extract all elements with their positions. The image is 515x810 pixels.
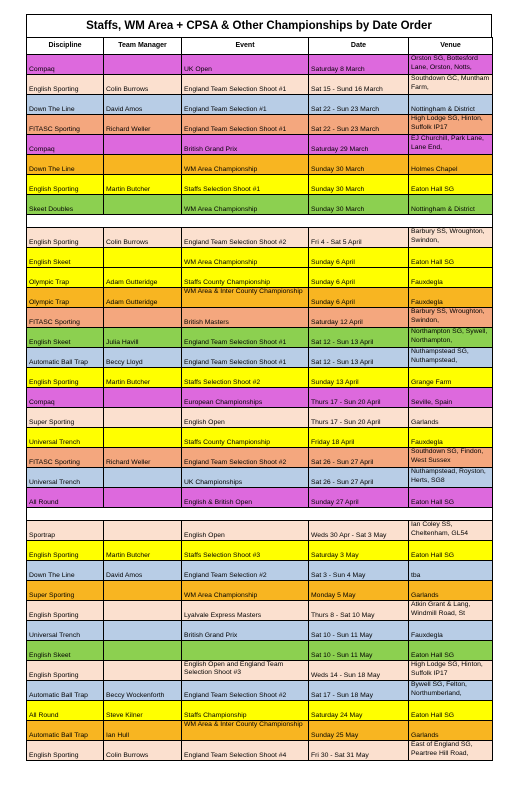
- cell-venue: Orston SG, Bottesford Lane, Orston, Notts,: [409, 55, 493, 75]
- table-row: [27, 408, 493, 428]
- cell-date: Thurs 8 - Sat 10 May: [309, 601, 409, 621]
- schedule-table: [26, 37, 493, 761]
- table-row: [27, 428, 493, 448]
- header-discipline: Discipline: [27, 38, 104, 55]
- table-row: [27, 175, 493, 195]
- cell-venue: Eaton Hall SG: [409, 248, 493, 268]
- table-row: [27, 75, 493, 95]
- table-row: [27, 468, 493, 488]
- cell-venue: Garlands: [409, 408, 493, 428]
- cell-team-manager: Colin Burrows: [104, 228, 182, 248]
- table-row: [27, 661, 493, 681]
- cell-date: Saturday 12 April: [309, 308, 409, 328]
- cell-discipline: Sportrap: [27, 521, 104, 541]
- cell-venue: Fauxdegla: [409, 268, 493, 288]
- cell-venue: Eaton Hall SG: [409, 175, 493, 195]
- cell-venue: Eaton Hall SG: [409, 641, 493, 661]
- table-row: [27, 268, 493, 288]
- cell-event: British Grand Prix: [182, 135, 309, 155]
- cell-team-manager: [104, 601, 182, 621]
- cell-venue: Garlands: [409, 581, 493, 601]
- cell-venue: Southdown GC, Muntham Farm,: [409, 75, 493, 95]
- cell-discipline: English Sporting: [27, 368, 104, 388]
- table-row: [27, 248, 493, 268]
- cell-team-manager: [104, 388, 182, 408]
- cell-discipline: Olympic Trap: [27, 288, 104, 308]
- table-row: [27, 388, 493, 408]
- cell-team-manager: Colin Burrows: [104, 75, 182, 95]
- cell-event: England Team Selection Shoot #1: [182, 75, 309, 95]
- cell-date: Sunday 25 May: [309, 721, 409, 741]
- cell-date: Sunday 6 April: [309, 288, 409, 308]
- cell-venue: Nottingham & District: [409, 95, 493, 115]
- cell-team-manager: [104, 488, 182, 508]
- cell-venue: tba: [409, 561, 493, 581]
- table-row: [27, 488, 493, 508]
- section-spacer-cell: [27, 508, 493, 521]
- table-row: [27, 581, 493, 601]
- section-spacer: [27, 215, 493, 228]
- cell-venue: East of England SG, Peartree Hill Road,: [409, 741, 493, 761]
- cell-date: Sat 10 - Sun 11 May: [309, 641, 409, 661]
- cell-team-manager: Martin Butcher: [104, 368, 182, 388]
- cell-venue: High Lodge SG, Hinton, Suffolk IP17: [409, 115, 493, 135]
- cell-event: Staffs Selection Shoot #1: [182, 175, 309, 195]
- cell-discipline: Universal Trench: [27, 428, 104, 448]
- cell-event: WM Area & Inter County Championship: [182, 288, 309, 308]
- sheet-title: Staffs, WM Area + CPSA & Other Championships by Date Order: [26, 14, 492, 37]
- cell-date: Fri 4 - Sat 5 April: [309, 228, 409, 248]
- cell-event: English & British Open: [182, 488, 309, 508]
- table-row: [27, 155, 493, 175]
- cell-event: British Grand Prix: [182, 621, 309, 641]
- cell-discipline: English Sporting: [27, 75, 104, 95]
- cell-discipline: English Skeet: [27, 248, 104, 268]
- cell-date: Friday 18 April: [309, 428, 409, 448]
- cell-venue: Northampton SG, Sywell, Northampton,: [409, 328, 493, 348]
- table-row: [27, 368, 493, 388]
- cell-team-manager: Colin Burrows: [104, 741, 182, 761]
- schedule-sheet: [26, 14, 492, 761]
- cell-event: [182, 641, 309, 661]
- cell-venue: Nottingham & District: [409, 195, 493, 215]
- cell-team-manager: David Amos: [104, 561, 182, 581]
- cell-venue: Barbury SS, Wroughton, Swindon,: [409, 308, 493, 328]
- cell-event: British Masters: [182, 308, 309, 328]
- cell-discipline: Universal Trench: [27, 621, 104, 641]
- cell-discipline: Olympic Trap: [27, 268, 104, 288]
- cell-date: Saturday 3 May: [309, 541, 409, 561]
- cell-team-manager: [104, 408, 182, 428]
- cell-date: Sunday 30 March: [309, 195, 409, 215]
- cell-team-manager: Julia Havill: [104, 328, 182, 348]
- cell-event: England Team Selection #2: [182, 561, 309, 581]
- table-row: [27, 328, 493, 348]
- cell-date: Monday 5 May: [309, 581, 409, 601]
- cell-discipline: FITASC Sporting: [27, 115, 104, 135]
- cell-team-manager: [104, 195, 182, 215]
- cell-date: Sat 26 - Sun 27 April: [309, 468, 409, 488]
- cell-event: Staffs Championship: [182, 701, 309, 721]
- cell-event: England Team Selection Shoot #2: [182, 228, 309, 248]
- cell-team-manager: [104, 621, 182, 641]
- cell-event: England Team Selection Shoot #1: [182, 115, 309, 135]
- cell-venue: Eaton Hall SG: [409, 541, 493, 561]
- cell-discipline: Automatic Ball Trap: [27, 721, 104, 741]
- cell-venue: Atkin Grant & Lang, Windmill Road, St: [409, 601, 493, 621]
- cell-date: Sunday 6 April: [309, 268, 409, 288]
- cell-date: Sunday 13 April: [309, 368, 409, 388]
- cell-discipline: All Round: [27, 701, 104, 721]
- cell-venue: Holmes Chapel: [409, 155, 493, 175]
- cell-event: Staffs Selection Shoot #3: [182, 541, 309, 561]
- cell-venue: Garlands: [409, 721, 493, 741]
- header-date: Date: [309, 38, 409, 55]
- cell-event: WM Area Championship: [182, 581, 309, 601]
- cell-discipline: Down The Line: [27, 561, 104, 581]
- cell-event: WM Area Championship: [182, 155, 309, 175]
- table-row: [27, 641, 493, 661]
- cell-team-manager: [104, 428, 182, 448]
- cell-team-manager: [104, 135, 182, 155]
- cell-team-manager: Ian Hull: [104, 721, 182, 741]
- cell-discipline: English Sporting: [27, 661, 104, 681]
- cell-date: Saturday 8 March: [309, 55, 409, 75]
- table-row: [27, 348, 493, 368]
- cell-team-manager: [104, 521, 182, 541]
- table-row: [27, 601, 493, 621]
- cell-date: Sat 12 - Sun 13 April: [309, 328, 409, 348]
- cell-team-manager: [104, 661, 182, 681]
- cell-date: Sat 3 - Sun 4 May: [309, 561, 409, 581]
- cell-discipline: Automatic Ball Trap: [27, 348, 104, 368]
- table-row: [27, 195, 493, 215]
- cell-date: Sat 15 - Sund 16 March: [309, 75, 409, 95]
- cell-event: European Championships: [182, 388, 309, 408]
- cell-discipline: All Round: [27, 488, 104, 508]
- cell-venue: Fauxdegla: [409, 621, 493, 641]
- cell-team-manager: Adam Gutteridge: [104, 288, 182, 308]
- cell-discipline: English Skeet: [27, 641, 104, 661]
- cell-team-manager: [104, 308, 182, 328]
- cell-event: English Open: [182, 408, 309, 428]
- cell-venue: Nuthampstead SG, Nuthampstead,: [409, 348, 493, 368]
- cell-team-manager: Beccy Lloyd: [104, 348, 182, 368]
- cell-venue: Fauxdegla: [409, 428, 493, 448]
- cell-discipline: Down The Line: [27, 155, 104, 175]
- header-event: Event: [182, 38, 309, 55]
- cell-venue: EJ Churchill, Park Lane, Lane End,: [409, 135, 493, 155]
- cell-discipline: Compaq: [27, 388, 104, 408]
- table-row: [27, 701, 493, 721]
- cell-date: Sunday 30 March: [309, 155, 409, 175]
- cell-date: Sat 12 - Sun 13 April: [309, 348, 409, 368]
- cell-venue: Ian Coley SS, Cheltenham, GL54: [409, 521, 493, 541]
- header-venue: Venue: [409, 38, 493, 55]
- table-row: [27, 135, 493, 155]
- cell-team-manager: Steve Kilner: [104, 701, 182, 721]
- table-row: [27, 228, 493, 248]
- section-spacer: [27, 508, 493, 521]
- table-row: [27, 308, 493, 328]
- cell-team-manager: Richard Weller: [104, 448, 182, 468]
- cell-discipline: FITASC Sporting: [27, 308, 104, 328]
- cell-team-manager: David Amos: [104, 95, 182, 115]
- cell-date: Saturday 29 March: [309, 135, 409, 155]
- cell-team-manager: Adam Gutteridge: [104, 268, 182, 288]
- cell-date: Thurs 17 - Sun 20 April: [309, 408, 409, 428]
- table-row: [27, 721, 493, 741]
- cell-discipline: Down The Line: [27, 95, 104, 115]
- cell-team-manager: Martin Butcher: [104, 175, 182, 195]
- table-row: [27, 681, 493, 701]
- cell-team-manager: [104, 155, 182, 175]
- cell-venue: Fauxdegla: [409, 288, 493, 308]
- cell-venue: Barbury SS, Wroughton, Swindon,: [409, 228, 493, 248]
- cell-discipline: Universal Trench: [27, 468, 104, 488]
- cell-event: England Team Selection Shoot #2: [182, 681, 309, 701]
- cell-discipline: Super Sporting: [27, 408, 104, 428]
- cell-event: English Open and England Team Selection Shoot #3: [182, 661, 309, 681]
- cell-event: Staffs County Championship: [182, 268, 309, 288]
- cell-event: England Team Selection Shoot #1: [182, 328, 309, 348]
- table-row: [27, 95, 493, 115]
- table-row: [27, 521, 493, 541]
- schedule-body: [27, 55, 493, 761]
- cell-team-manager: [104, 581, 182, 601]
- cell-discipline: Super Sporting: [27, 581, 104, 601]
- cell-discipline: Skeet Doubles: [27, 195, 104, 215]
- cell-event: England Team Selection Shoot #4: [182, 741, 309, 761]
- header-row: [27, 38, 493, 55]
- cell-team-manager: [104, 55, 182, 75]
- cell-date: Sunday 27 April: [309, 488, 409, 508]
- cell-discipline: Compaq: [27, 135, 104, 155]
- table-row: [27, 561, 493, 581]
- cell-date: Sat 22 - Sun 23 March: [309, 115, 409, 135]
- cell-event: England Team Selection #1: [182, 95, 309, 115]
- table-row: [27, 288, 493, 308]
- cell-team-manager: Martin Butcher: [104, 541, 182, 561]
- cell-date: Sat 26 - Sun 27 April: [309, 448, 409, 468]
- table-row: [27, 541, 493, 561]
- cell-event: Staffs County Championship: [182, 428, 309, 448]
- cell-event: WM Area & Inter County Championship: [182, 721, 309, 741]
- cell-discipline: English Sporting: [27, 741, 104, 761]
- cell-venue: High Lodge SG, Hinton, Suffolk IP17: [409, 661, 493, 681]
- cell-discipline: English Sporting: [27, 228, 104, 248]
- cell-team-manager: [104, 468, 182, 488]
- table-row: [27, 621, 493, 641]
- cell-date: Sunday 30 March: [309, 175, 409, 195]
- cell-discipline: English Sporting: [27, 541, 104, 561]
- cell-event: England Team Selection Shoot #2: [182, 448, 309, 468]
- cell-discipline: Automatic Ball Trap: [27, 681, 104, 701]
- cell-event: WM Area Championship: [182, 248, 309, 268]
- cell-venue: Grange Farm: [409, 368, 493, 388]
- cell-date: Fri 30 - Sat 31 May: [309, 741, 409, 761]
- cell-discipline: English Skeet: [27, 328, 104, 348]
- cell-venue: Bywell SG, Felton, Northumberland,: [409, 681, 493, 701]
- cell-date: Saturday 24 May: [309, 701, 409, 721]
- cell-date: Weds 14 - Sun 18 May: [309, 661, 409, 681]
- cell-date: Sat 10 - Sun 11 May: [309, 621, 409, 641]
- cell-event: England Team Selection Shoot #1: [182, 348, 309, 368]
- cell-venue: Eaton Hall SG: [409, 488, 493, 508]
- header-team-manager: Team Manager: [104, 38, 182, 55]
- cell-date: Thurs 17 - Sun 20 April: [309, 388, 409, 408]
- cell-team-manager: Richard Weller: [104, 115, 182, 135]
- cell-event: UK Championships: [182, 468, 309, 488]
- cell-date: Sat 17 - Sun 18 May: [309, 681, 409, 701]
- cell-date: Weds 30 Apr - Sat 3 May: [309, 521, 409, 541]
- cell-event: English Open: [182, 521, 309, 541]
- table-row: [27, 448, 493, 468]
- cell-team-manager: [104, 641, 182, 661]
- cell-discipline: FITASC Sporting: [27, 448, 104, 468]
- cell-date: Sunday 6 April: [309, 248, 409, 268]
- cell-discipline: English Sporting: [27, 175, 104, 195]
- cell-discipline: Compaq: [27, 55, 104, 75]
- cell-venue: Eaton Hall SG: [409, 701, 493, 721]
- cell-team-manager: [104, 248, 182, 268]
- cell-event: Lyalvale Express Masters: [182, 601, 309, 621]
- cell-event: WM Area Championship: [182, 195, 309, 215]
- table-row: [27, 115, 493, 135]
- cell-venue: Seville, Spain: [409, 388, 493, 408]
- table-row: [27, 55, 493, 75]
- cell-event: Staffs Selection Shoot #2: [182, 368, 309, 388]
- cell-team-manager: Beccy Wockenforth: [104, 681, 182, 701]
- cell-venue: Nuthampstead, Royston, Herts, SG8: [409, 468, 493, 488]
- cell-discipline: English Sporting: [27, 601, 104, 621]
- cell-date: Sat 22 - Sun 23 March: [309, 95, 409, 115]
- cell-venue: Southdown SG, Findon, West Sussex: [409, 448, 493, 468]
- table-row: [27, 741, 493, 761]
- cell-event: UK Open: [182, 55, 309, 75]
- section-spacer-cell: [27, 215, 493, 228]
